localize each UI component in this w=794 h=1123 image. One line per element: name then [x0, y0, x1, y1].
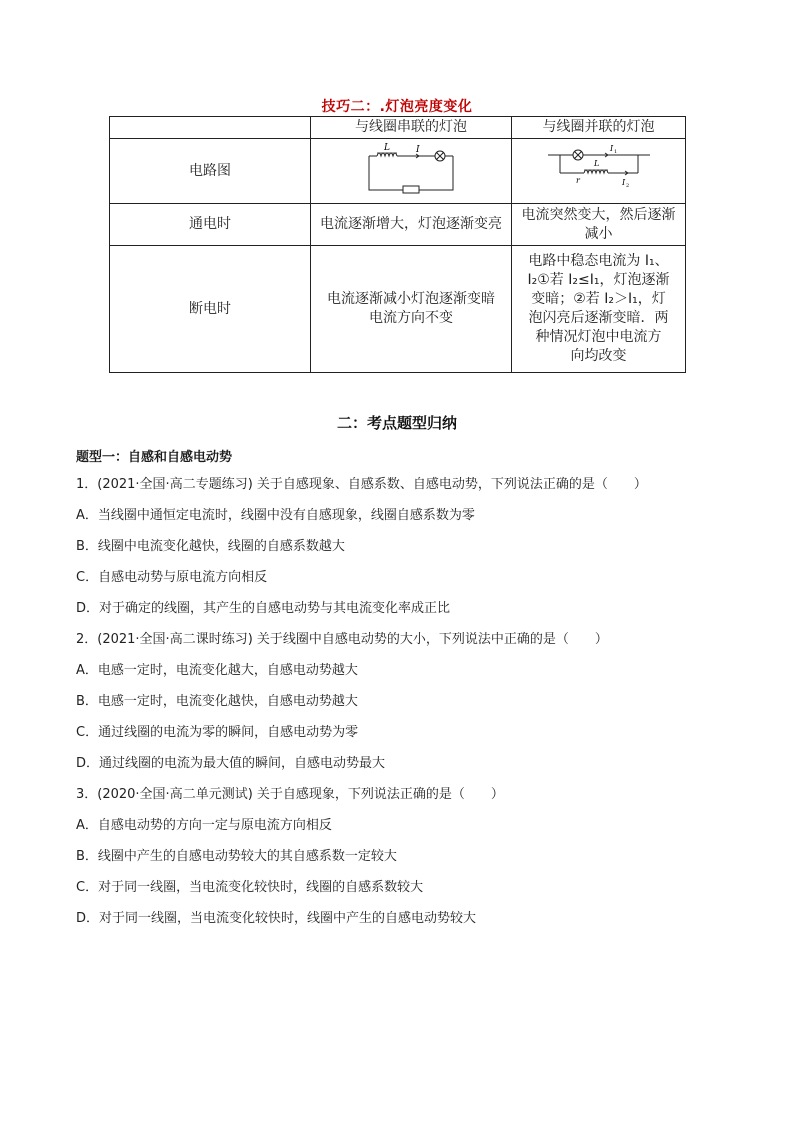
question-section: [76, 448, 736, 940]
series-circuit-diagram: [311, 139, 512, 204]
parallel-off-line: 种情况灯泡中电流方: [535, 329, 662, 345]
option-a[interactable]: A．电感一定时，电流变化越大，自感电动势越大: [76, 663, 358, 678]
parallel-I2-sub: 2: [625, 183, 629, 189]
table-row-power-off: [110, 246, 686, 373]
parallel-off-line: 电路中稳态电流为 I₁、: [528, 253, 669, 269]
question-type-title: 题型一：自感和自感电动势: [76, 450, 233, 465]
parallel-I2-label: I: [621, 178, 625, 187]
header-series: 与线圈串联的灯泡: [311, 117, 512, 139]
option-b[interactable]: B．线圈中电流变化越快，线圈的自感系数越大: [76, 539, 345, 554]
resistor-icon: [403, 186, 419, 193]
option-a[interactable]: A．自感电动势的方向一定与原电流方向相反: [76, 818, 332, 833]
cell-parallel-power-off: [512, 246, 686, 373]
parallel-off-line: 变暗；②若 I₂＞I₁，灯: [531, 291, 666, 307]
series-L-label: L: [384, 143, 390, 153]
question-stem: 3．(2020·全国·高二单元测试) 关于自感现象，下列说法正确的是（ ）: [76, 787, 504, 802]
option-c[interactable]: C．对于同一线圈，当电流变化较快时，线圈的自感系数较大: [76, 880, 424, 895]
series-I-label: I: [416, 145, 420, 155]
question-stem: 2．(2021·全国·高二课时练习) 关于线圈中自感电动势的大小，下列说法中正确的是（ ）: [76, 632, 608, 647]
parallel-L-label: L: [593, 159, 599, 168]
option-d[interactable]: D．对于同一线圈，当电流变化较快时，线圈中产生的自感电动势较大: [76, 911, 477, 926]
option-b[interactable]: B．线圈中产生的自感电动势较大的其自感系数一定较大: [76, 849, 397, 864]
parallel-circuit-diagram: [512, 139, 686, 204]
series-circuit-svg: [363, 140, 459, 196]
header-parallel: 与线圈并联的灯泡: [512, 117, 686, 139]
option-d[interactable]: D．通过线圈的电流为最大值的瞬间，自感电动势最大: [76, 756, 386, 771]
parallel-I1-sub: 1: [613, 149, 617, 155]
parallel-I1-label: I: [609, 144, 613, 153]
question-stem: 1．(2021·全国·高二专题练习) 关于自感现象、自感系数、自感电动势，下列说法正确的是（ ）: [76, 477, 647, 492]
parallel-circuit-svg: [544, 143, 654, 193]
cell-parallel-power-on: 电流突然变大，然后逐渐减小: [512, 204, 686, 246]
table-row-power-on: [110, 204, 686, 246]
header-empty: [110, 117, 311, 139]
parallel-off-line: I₂①若 I₂≤I₁，灯泡逐渐: [527, 272, 670, 288]
table-row-circuit: [110, 139, 686, 204]
section-title: 二：考点题型归纳: [336, 414, 457, 432]
row-label-circuit: 电路图: [110, 139, 311, 204]
option-d[interactable]: D．对于确定的线圈，其产生的自感电动势与其电流变化率成正比: [76, 601, 451, 616]
table-header-row: [110, 117, 686, 139]
cell-series-power-off: 电流逐渐减小灯泡逐渐变暗电流方向不变: [311, 246, 512, 373]
cell-series-power-on: 电流逐渐增大，灯泡逐渐变亮: [311, 204, 512, 246]
row-label-power-on: 通电时: [110, 204, 311, 246]
option-b[interactable]: B．电感一定时，电流变化越快，自感电动势越大: [76, 694, 358, 709]
parallel-off-line: 向均改变: [570, 348, 627, 364]
option-c[interactable]: C．自感电动势与原电流方向相反: [76, 570, 268, 585]
parallel-r-label: r: [575, 176, 580, 185]
option-a[interactable]: A．当线圈中通恒定电流时，线圈中没有自感现象，线圈自感系数为零: [76, 508, 475, 523]
comparison-table: [109, 116, 686, 373]
row-label-power-off: 断电时: [110, 246, 311, 373]
tip-title: 技巧二：.灯泡亮度变化: [321, 99, 473, 115]
option-c[interactable]: C．通过线圈的电流为零的瞬间，自感电动势为零: [76, 725, 359, 740]
parallel-off-line: 泡闪亮后逐渐变暗．两: [528, 310, 669, 326]
